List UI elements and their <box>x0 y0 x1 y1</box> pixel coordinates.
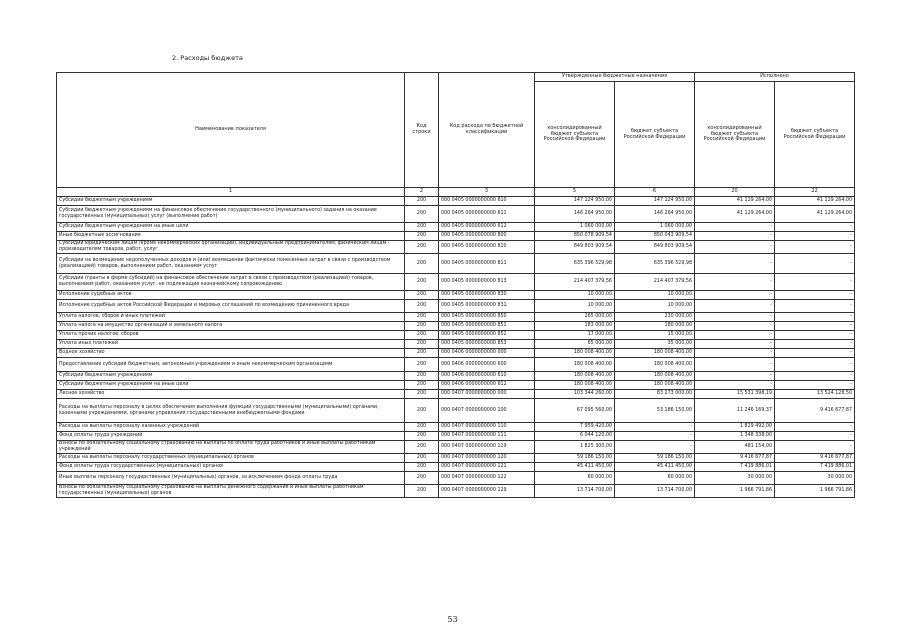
row-approved-subject: 59 186 150,00 <box>615 454 695 463</box>
table-row <box>57 358 855 372</box>
row-name: Уплата прочих налогов, сборов <box>57 331 405 340</box>
row-approved-subject: 53 186 150,00 <box>615 399 695 423</box>
row-executed-subject: - <box>775 313 855 322</box>
row-approved-subject: 83 273 000,00 <box>615 390 695 399</box>
row-executed-subject: 13 524 128,50 <box>775 390 855 399</box>
row-approved-subject: 230 000,00 <box>615 313 695 322</box>
row-approved-subject: 60 000,00 <box>615 472 695 485</box>
table-row <box>57 274 855 291</box>
table-row <box>57 454 855 463</box>
row-class-code: 000 0405 0000000000 853 <box>439 340 535 349</box>
table-row <box>57 300 855 313</box>
row-approved-subject: 850 043 909,54 <box>615 232 695 241</box>
row-approved-consolidated: 180 008 400,00 <box>535 349 615 358</box>
row-name: Лесное хозяйство <box>57 390 405 399</box>
row-approved-subject: 1 060 000,00 <box>615 223 695 232</box>
row-line-code: 200 <box>405 331 439 340</box>
row-class-code: 000 0407 0000000000 129 <box>439 485 535 498</box>
row-class-code: 000 0407 0000000000 100 <box>439 399 535 423</box>
row-executed-consolidated: - <box>695 274 775 291</box>
row-line-code: 200 <box>405 313 439 322</box>
row-class-code: 000 0405 0000000000 852 <box>439 331 535 340</box>
section-title: 2. Расходы бюджета <box>172 54 243 62</box>
row-approved-consolidated: 13 714 700,00 <box>535 485 615 498</box>
row-name: Уплата иных платежей <box>57 340 405 349</box>
row-line-code: 200 <box>405 223 439 232</box>
row-approved-consolidated: 265 000,00 <box>535 313 615 322</box>
row-approved-subject: 10 000,00 <box>615 291 695 300</box>
row-class-code: 000 0405 0000000000 830 <box>439 291 535 300</box>
row-approved-subject: 10 000,00 <box>615 300 695 313</box>
table-row <box>57 472 855 485</box>
row-executed-consolidated: 1 829 492,00 <box>695 423 775 432</box>
header-approved-consolidated: консолидированный бюджет субъекта Российской Федерации <box>535 82 615 188</box>
row-approved-subject: 45 411 450,00 <box>615 463 695 472</box>
row-approved-consolidated: 183 000,00 <box>535 322 615 331</box>
table-row <box>57 313 855 322</box>
row-line-code: 200 <box>405 432 439 441</box>
row-approved-consolidated: 1 825 300,00 <box>535 441 615 454</box>
row-class-code: 000 0405 0000000000 810 <box>439 241 535 254</box>
row-class-code: 000 0405 0000000000 850 <box>439 313 535 322</box>
row-executed-consolidated: - <box>695 349 775 358</box>
table-row <box>57 463 855 472</box>
row-approved-consolidated: 45 411 450,00 <box>535 463 615 472</box>
row-name: Расходы на выплаты персоналу казенных учреждений <box>57 423 405 432</box>
row-approved-subject: 180 008 400,00 <box>615 349 695 358</box>
row-approved-subject: 146 264 950,00 <box>615 206 695 223</box>
row-name: Уплата налога на имущество организаций и земельного налога <box>57 322 405 331</box>
column-index: 20 <box>695 188 775 197</box>
row-executed-subject: - <box>775 254 855 274</box>
row-line-code: 200 <box>405 423 439 432</box>
table-row <box>57 232 855 241</box>
table-row <box>57 485 855 498</box>
row-approved-subject: 180 008 400,00 <box>615 381 695 390</box>
row-executed-consolidated: - <box>695 241 775 254</box>
row-name: Уплата налогов, сборов и иных платежей <box>57 313 405 322</box>
row-approved-consolidated: 6 044 120,00 <box>535 432 615 441</box>
table-row <box>57 372 855 381</box>
row-approved-consolidated: 103 344 260,00 <box>535 390 615 399</box>
row-class-code: 000 0406 0000000000 610 <box>439 372 535 381</box>
header-class-code: Код расхода по бюджетной классификации <box>439 73 535 188</box>
row-approved-consolidated: 65 000,00 <box>535 340 615 349</box>
column-index: 3 <box>439 188 535 197</box>
row-approved-consolidated: 849 803 909,54 <box>535 241 615 254</box>
row-name: Субсидии бюджетным учреждениям <box>57 197 405 206</box>
row-executed-subject: - <box>775 291 855 300</box>
row-line-code: 200 <box>405 291 439 300</box>
row-class-code: 000 0405 0000000000 811 <box>439 254 535 274</box>
row-executed-subject: - <box>775 322 855 331</box>
row-approved-consolidated: 146 264 950,00 <box>535 206 615 223</box>
row-approved-consolidated: 67 095 560,00 <box>535 399 615 423</box>
row-class-code: 000 0405 0000000000 611 <box>439 206 535 223</box>
row-approved-subject: 635 396 529,98 <box>615 254 695 274</box>
row-executed-subject: - <box>775 432 855 441</box>
row-executed-subject: - <box>775 340 855 349</box>
row-name: Предоставление субсидий бюджетным, автономным учреждениям и иным некоммерческим организациям <box>57 358 405 372</box>
table-row <box>57 241 855 254</box>
row-executed-subject: - <box>775 372 855 381</box>
row-approved-subject: - <box>615 441 695 454</box>
row-executed-subject: - <box>775 232 855 241</box>
row-approved-consolidated: 7 959 420,00 <box>535 423 615 432</box>
row-class-code: 000 0405 0000000000 813 <box>439 274 535 291</box>
row-executed-subject: - <box>775 331 855 340</box>
row-name: Фонд оплаты труда учреждений <box>57 432 405 441</box>
header-executed: Исполнено <box>695 73 855 82</box>
row-line-code: 200 <box>405 241 439 254</box>
header-approved: Утвержденные бюджетные назначения <box>535 73 695 82</box>
row-line-code: 200 <box>405 399 439 423</box>
row-approved-consolidated: 180 008 400,00 <box>535 381 615 390</box>
row-name: Субсидии юридическим лицам (кроме некоммерческих организаций), индивидуальным предпринимателям, физическим лицам - производителям товаров, работ, услуг <box>57 241 405 254</box>
row-executed-subject: - <box>775 441 855 454</box>
row-class-code: 000 0405 0000000000 851 <box>439 322 535 331</box>
header-executed-consolidated: консолидированный бюджет субъекта Российской Федерации <box>695 82 775 188</box>
row-executed-subject: - <box>775 300 855 313</box>
table-row <box>57 423 855 432</box>
column-index: 2 <box>405 188 439 197</box>
table-row <box>57 223 855 232</box>
row-name: Субсидии бюджетным учреждениям на финансовое обеспечение государственного (муниципального) задания на оказание государственных (муниципальных) услуг (выполнение работ) <box>57 206 405 223</box>
row-approved-consolidated: 10 000,00 <box>535 300 615 313</box>
row-class-code: 000 0406 0000000000 000 <box>439 349 535 358</box>
row-name: Водное хозяйство <box>57 349 405 358</box>
row-executed-subject: 7 419 886,01 <box>775 463 855 472</box>
column-index-row <box>57 188 855 197</box>
row-executed-subject: 41 129 264,00 <box>775 206 855 223</box>
row-class-code: 000 0407 0000000000 000 <box>439 390 535 399</box>
table-row <box>57 291 855 300</box>
table-row <box>57 349 855 358</box>
table-row <box>57 340 855 349</box>
row-line-code: 200 <box>405 485 439 498</box>
table-row <box>57 399 855 423</box>
row-line-code: 200 <box>405 358 439 372</box>
row-approved-subject: 15 000,00 <box>615 331 695 340</box>
row-executed-subject: 1 966 791,86 <box>775 485 855 498</box>
row-class-code: 000 0405 0000000000 610 <box>439 197 535 206</box>
row-line-code: 200 <box>405 340 439 349</box>
row-executed-subject: - <box>775 358 855 372</box>
row-executed-consolidated: - <box>695 313 775 322</box>
row-name: Субсидии бюджетным учреждениям <box>57 372 405 381</box>
row-executed-consolidated: 7 419 886,01 <box>695 463 775 472</box>
row-name: Субсидии бюджетным учреждениям на иные цели <box>57 223 405 232</box>
row-executed-consolidated: 9 416 677,87 <box>695 454 775 463</box>
column-index: 6 <box>615 188 695 197</box>
row-name: Расходы на выплаты персоналу государственных (муниципальных) органов <box>57 454 405 463</box>
row-executed-consolidated: 11 246 169,37 <box>695 399 775 423</box>
row-approved-consolidated: 180 008 400,00 <box>535 358 615 372</box>
row-line-code: 200 <box>405 390 439 399</box>
row-line-code: 200 <box>405 322 439 331</box>
table-row <box>57 197 855 206</box>
row-approved-consolidated: 180 008 400,00 <box>535 372 615 381</box>
row-executed-consolidated: - <box>695 254 775 274</box>
row-approved-consolidated: 1 060 000,00 <box>535 223 615 232</box>
row-approved-consolidated: 147 124 950,00 <box>535 197 615 206</box>
row-executed-consolidated: - <box>695 232 775 241</box>
row-approved-subject: 214 407 379,56 <box>615 274 695 291</box>
row-class-code: 000 0405 0000000000 800 <box>439 232 535 241</box>
row-approved-subject: 180 008 400,00 <box>615 358 695 372</box>
row-name: Взносы по обязательному социальному страхованию на выплаты по оплате труда работников и иные выплаты работникам учреждений <box>57 441 405 454</box>
row-class-code: 000 0406 0000000000 600 <box>439 358 535 372</box>
row-executed-subject: 30 000,00 <box>775 472 855 485</box>
row-executed-subject: - <box>775 381 855 390</box>
row-approved-subject: 180 008 400,00 <box>615 372 695 381</box>
row-executed-subject: 41 129 264,00 <box>775 197 855 206</box>
header-executed-subject: бюджет субъекта Российской Федерации <box>775 82 855 188</box>
row-class-code: 000 0407 0000000000 121 <box>439 463 535 472</box>
row-executed-consolidated: - <box>695 381 775 390</box>
row-executed-subject: - <box>775 223 855 232</box>
row-line-code: 200 <box>405 472 439 485</box>
row-executed-consolidated: 1 966 791,86 <box>695 485 775 498</box>
row-executed-consolidated: 30 000,00 <box>695 472 775 485</box>
row-line-code: 200 <box>405 197 439 206</box>
row-executed-consolidated: - <box>695 223 775 232</box>
row-line-code: 200 <box>405 454 439 463</box>
row-executed-consolidated: - <box>695 300 775 313</box>
table-row <box>57 254 855 274</box>
table-row <box>57 206 855 223</box>
row-approved-consolidated: 635 396 529,98 <box>535 254 615 274</box>
row-line-code: 200 <box>405 441 439 454</box>
row-name: Фонд оплаты труда государственных (муниципальных) органов <box>57 463 405 472</box>
row-approved-consolidated: 60 000,00 <box>535 472 615 485</box>
row-approved-subject: 13 714 700,00 <box>615 485 695 498</box>
row-executed-subject: - <box>775 241 855 254</box>
row-executed-subject: 9 416 677,87 <box>775 454 855 463</box>
row-class-code: 000 0405 0000000000 831 <box>439 300 535 313</box>
row-line-code: 200 <box>405 381 439 390</box>
row-line-code: 200 <box>405 349 439 358</box>
expenditures-table <box>56 72 855 498</box>
row-executed-consolidated: - <box>695 340 775 349</box>
row-name: Расходы на выплаты персоналу в целях обеспечения выполнения функций государственными (муниципальными) органами, казенными учреждениями, органами управления государственными внебюджетными фондами <box>57 399 405 423</box>
table-row <box>57 322 855 331</box>
row-approved-consolidated: 59 186 150,00 <box>535 454 615 463</box>
row-class-code: 000 0407 0000000000 110 <box>439 423 535 432</box>
row-executed-consolidated: 15 531 398,19 <box>695 390 775 399</box>
row-approved-subject: - <box>615 432 695 441</box>
row-executed-consolidated: - <box>695 322 775 331</box>
row-name: Субсидии на возмещение недополученных доходов и (или) возмещение фактически понесенных затрат в связи с производством (реализацией) товаров, выполнением работ, оказанием услуг <box>57 254 405 274</box>
row-class-code: 000 0405 0000000000 612 <box>439 223 535 232</box>
row-name: Субсидии (гранты в форме субсидий) на финансовое обеспечение затрат в связи с производством (реализацией) товаров, выполнением работ, оказанием услуг, не подлежащие казначейскому сопровождению <box>57 274 405 291</box>
row-approved-subject: 849 803 909,54 <box>615 241 695 254</box>
row-executed-subject: 9 416 677,87 <box>775 399 855 423</box>
row-executed-subject: - <box>775 349 855 358</box>
row-name: Иные выплаты персоналу государственных (муниципальных) органов, за исключением фонда оплаты труда <box>57 472 405 485</box>
column-index: 5 <box>535 188 615 197</box>
table-row <box>57 331 855 340</box>
row-name: Исполнение судебных актов Российской Федерации и мировых соглашений по возмещению причиненного вреда <box>57 300 405 313</box>
row-approved-consolidated: 10 000,00 <box>535 291 615 300</box>
header-name: Наименование показателя <box>57 73 405 188</box>
row-class-code: 000 0407 0000000000 120 <box>439 454 535 463</box>
row-line-code: 200 <box>405 463 439 472</box>
row-executed-subject: - <box>775 423 855 432</box>
page-number: 53 <box>447 615 458 624</box>
table-row <box>57 441 855 454</box>
row-approved-consolidated: 17 000,00 <box>535 331 615 340</box>
row-class-code: 000 0407 0000000000 111 <box>439 432 535 441</box>
row-executed-consolidated: - <box>695 291 775 300</box>
row-approved-subject: 147 124 950,00 <box>615 197 695 206</box>
row-class-code: 000 0406 0000000000 612 <box>439 381 535 390</box>
header-line-code: Код строки <box>405 73 439 188</box>
row-executed-consolidated: 41 129 264,00 <box>695 206 775 223</box>
column-index: 22 <box>775 188 855 197</box>
row-executed-consolidated: - <box>695 331 775 340</box>
row-executed-subject: - <box>775 274 855 291</box>
header-approved-subject: бюджет субъекта Российской Федерации <box>615 82 695 188</box>
column-index: 1 <box>57 188 405 197</box>
row-approved-subject: 35 000,00 <box>615 340 695 349</box>
row-class-code: 000 0407 0000000000 122 <box>439 472 535 485</box>
row-line-code: 200 <box>405 232 439 241</box>
row-line-code: 200 <box>405 372 439 381</box>
row-name: Иные бюджетные ассигнования <box>57 232 405 241</box>
row-approved-subject: 180 000,00 <box>615 322 695 331</box>
row-line-code: 200 <box>405 274 439 291</box>
row-class-code: 000 0407 0000000000 119 <box>439 441 535 454</box>
row-line-code: 200 <box>405 206 439 223</box>
row-executed-consolidated: - <box>695 372 775 381</box>
row-line-code: 200 <box>405 254 439 274</box>
row-executed-consolidated: 41 129 264,00 <box>695 197 775 206</box>
row-executed-consolidated: 1 348 338,00 <box>695 432 775 441</box>
row-name: Взносы по обязательному социальному страхованию на выплаты денежного содержания и иные выплаты работникам государственных (муниципальных) органов <box>57 485 405 498</box>
table-row <box>57 432 855 441</box>
row-name: Исполнение судебных актов <box>57 291 405 300</box>
row-approved-subject: - <box>615 423 695 432</box>
table-row <box>57 381 855 390</box>
row-name: Субсидии бюджетным учреждениям на иные цели <box>57 381 405 390</box>
row-approved-consolidated: 850 078 909,54 <box>535 232 615 241</box>
row-executed-consolidated: - <box>695 358 775 372</box>
row-approved-consolidated: 214 407 379,56 <box>535 274 615 291</box>
table-row <box>57 390 855 399</box>
row-line-code: 200 <box>405 300 439 313</box>
row-executed-consolidated: 481 154,00 <box>695 441 775 454</box>
